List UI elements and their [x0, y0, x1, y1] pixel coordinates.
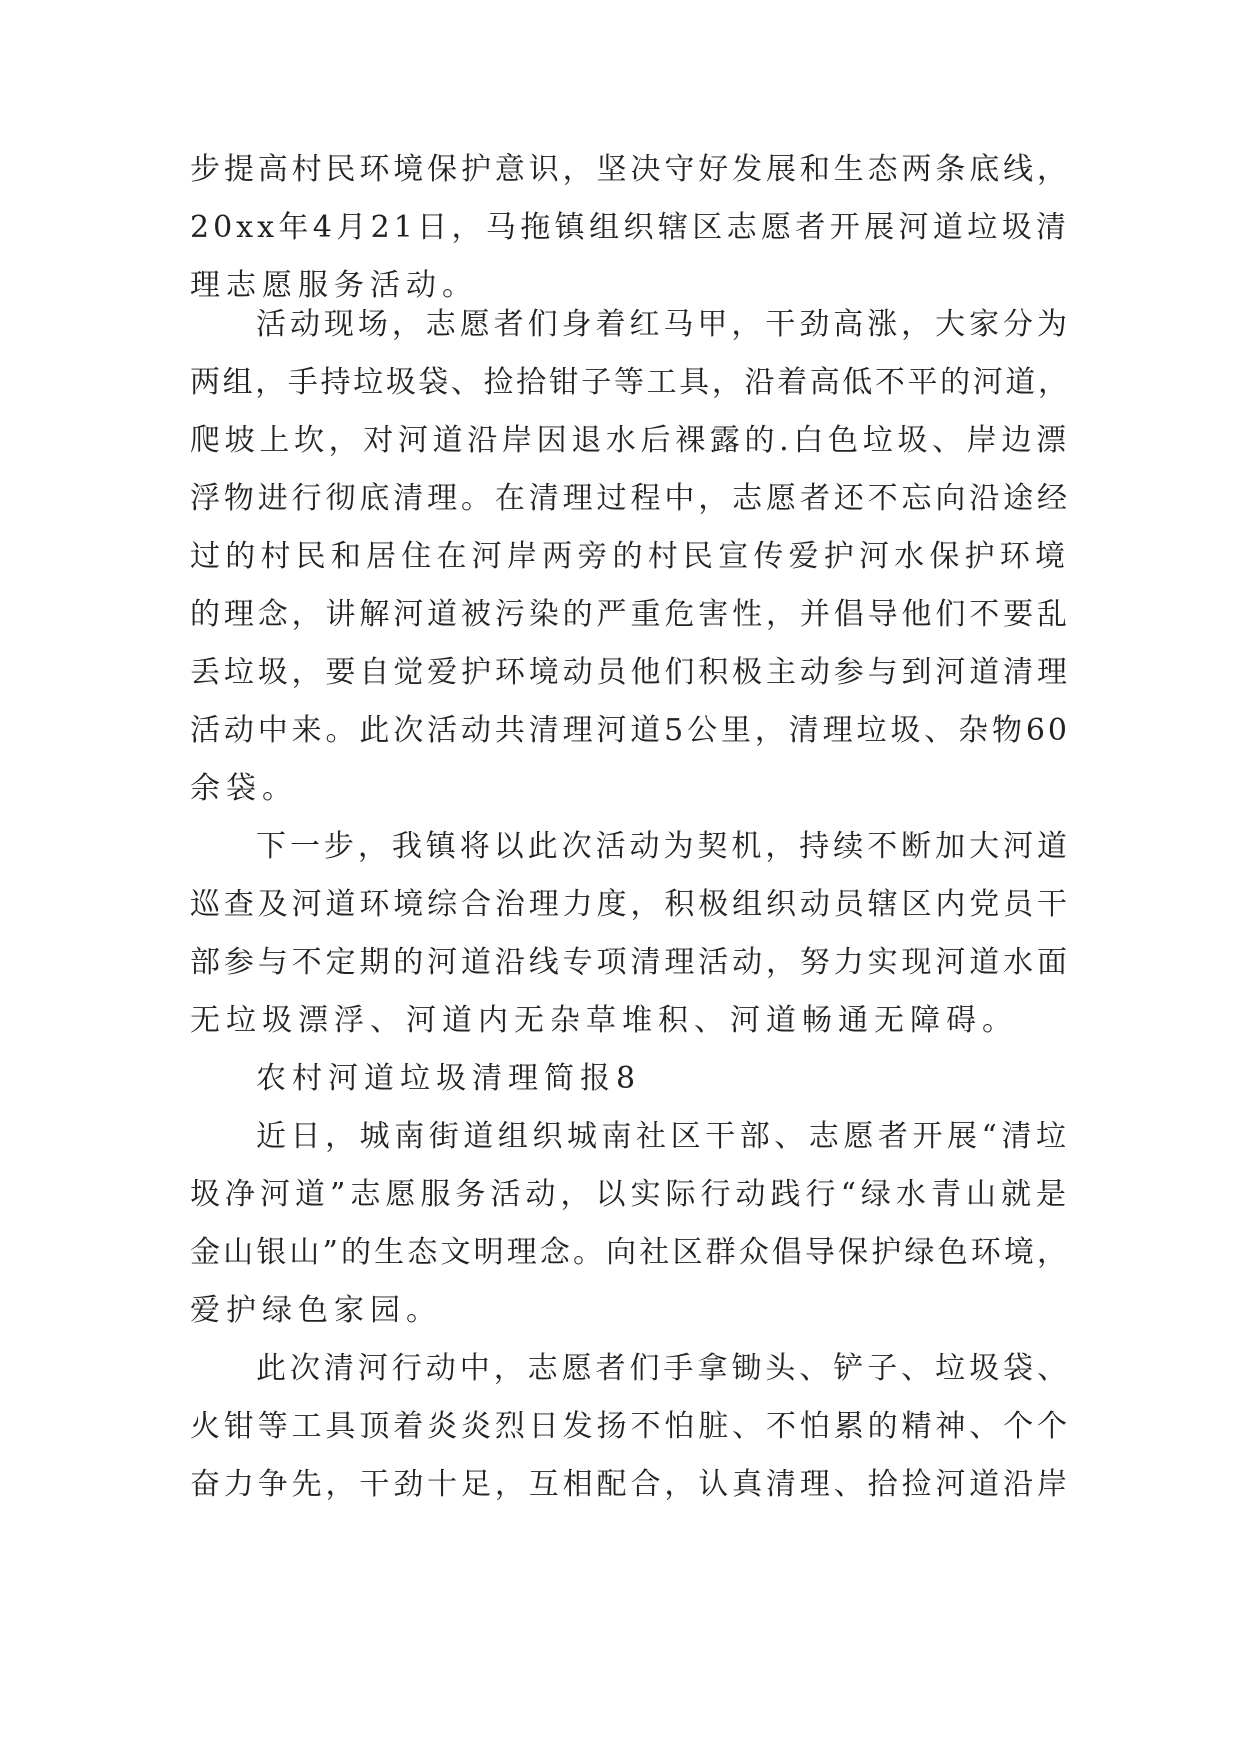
text-line: 近日，城南街道组织城南社区干部、志愿者开展“清垃 — [256, 1119, 1070, 1154]
text-line: 两组，手持垃圾袋、捡拾钳子等工具，沿着高低不平的河道， — [190, 365, 1070, 400]
text-line: 圾净河道”志愿服务活动，以实际行动践行“绿水青山就是 — [190, 1177, 1070, 1212]
text-line: 此次清河行动中，志愿者们手拿锄头、铲子、垃圾袋、 — [256, 1351, 1070, 1386]
text-line: 奋力争先，干劲十足，互相配合，认真清理、拾捡河道沿岸 — [190, 1467, 1070, 1502]
text-line: 无垃圾漂浮、河道内无杂草堆积、河道畅通无障碍。 — [190, 1003, 1018, 1038]
text-line: 部参与不定期的河道沿线专项清理活动，努力实现河道水面 — [190, 945, 1070, 980]
text-line: 活动现场，志愿者们身着红马甲，干劲高涨，大家分为 — [256, 307, 1070, 342]
text-line: 余袋。 — [190, 771, 298, 806]
section-heading: 农村河道垃圾清理简报8 — [256, 1061, 642, 1096]
text-line: 巡查及河道环境综合治理力度，积极组织动员辖区内党员干 — [190, 887, 1070, 922]
text-line: 丢垃圾，要自觉爱护环境动员他们积极主动参与到河道清理 — [190, 655, 1070, 690]
text-line: 爬坡上坎，对河道沿岸因退水后裸露的.白色垃圾、岸边漂 — [190, 423, 1070, 458]
text-line: 活动中来。此次活动共清理河道5公里，清理垃圾、杂物60 — [190, 713, 1070, 748]
text-line: 爱护绿色家园。 — [190, 1293, 442, 1328]
text-line: 过的村民和居住在河岸两旁的村民宣传爱护河水保护环境 — [190, 539, 1070, 574]
text-line: 下一步，我镇将以此次活动为契机，持续不断加大河道 — [256, 829, 1070, 864]
text-line: 金山银山”的生态文明理念。向社区群众倡导保护绿色环境， — [190, 1235, 1070, 1270]
text-line: 20xx年4月21日，马拖镇组织辖区志愿者开展河道垃圾清 — [190, 210, 1070, 245]
text-line: 理志愿服务活动。 — [190, 268, 478, 303]
text-line: 浮物进行彻底清理。在清理过程中，志愿者还不忘向沿途经 — [190, 481, 1070, 516]
text-line: 步提高村民环境保护意识，坚决守好发展和生态两条底线， — [190, 152, 1070, 187]
text-line: 的理念，讲解河道被污染的严重危害性，并倡导他们不要乱 — [190, 597, 1070, 632]
text-line: 火钳等工具顶着炎炎烈日发扬不怕脏、不怕累的精神、个个 — [190, 1409, 1070, 1444]
